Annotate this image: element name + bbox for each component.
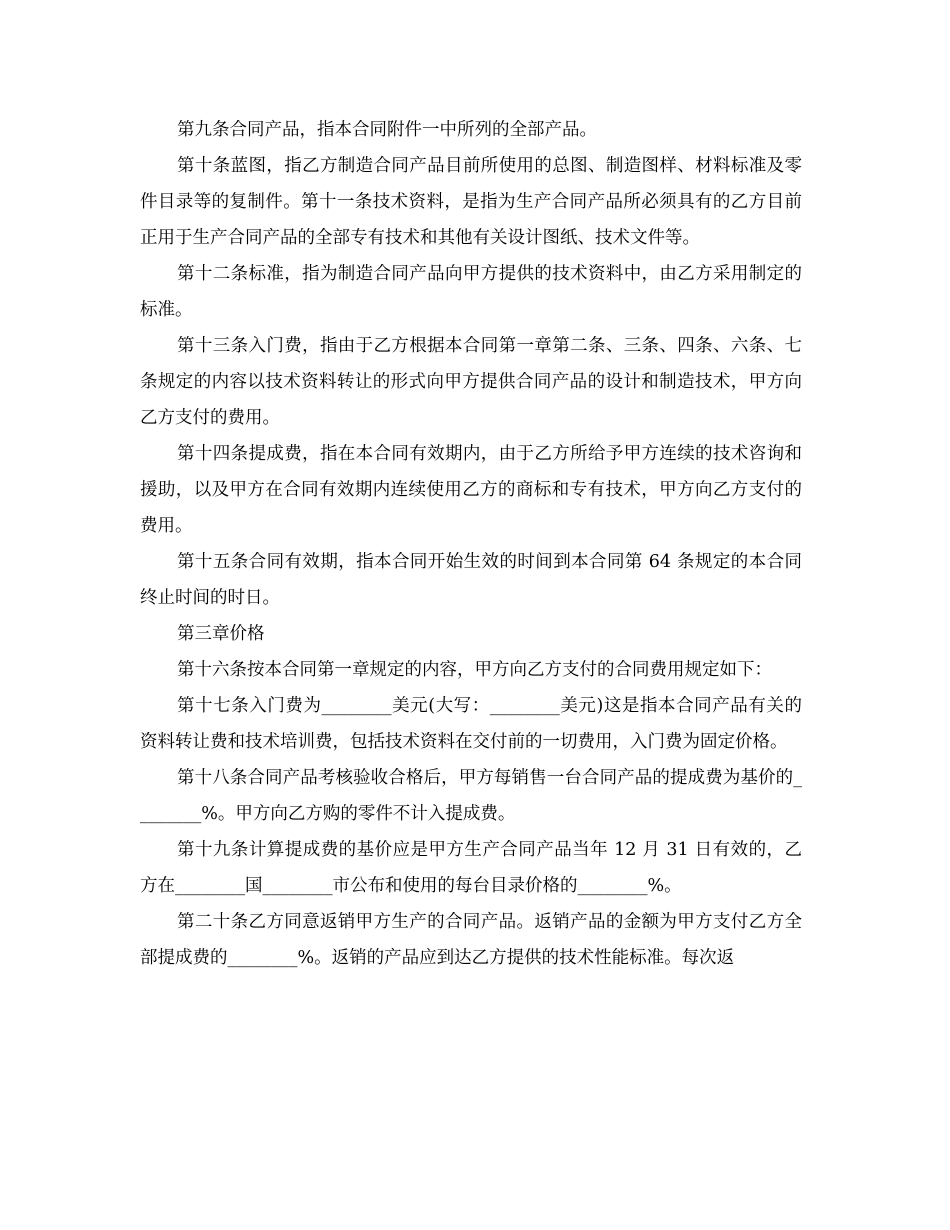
article-12: 第十二条标准，指为制造合同产品向甲方提供的技术资料中，由乙方采用制定的标准。 [140, 264, 802, 320]
article-15: 第十五条合同有效期，指本合同开始生效的时间到本合同第 64 条规定的本合同终止时间的时日。 [140, 552, 802, 608]
article-20: 第二十条乙方同意返销甲方生产的合同产品。返销产品的金额为甲方支付乙方全部提成费的________%。返销的产品应到达乙方提供的技术性能标准。每次返 [140, 912, 802, 968]
article-9: 第九条合同产品，指本合同附件一中所列的全部产品。 [177, 120, 597, 140]
document-body [140, 112, 802, 976]
article-16: 第十六条按本合同第一章规定的内容，甲方向乙方支付的合同费用规定如下： [177, 660, 772, 680]
article-10-11: 第十条蓝图，指乙方制造合同产品目前所使用的总图、制造图样、材料标准及零件目录等的复制件。第十一条技术资料，是指为生产合同产品所必须具有的乙方目前正用于生产合同产品的全部专有技术和其他有关设计图纸、技术文件等。 [140, 156, 802, 248]
article-13: 第十三条入门费，指由于乙方根据本合同第一章第二条、三条、四条、六条、七条规定的内容以技术资料转让的形式向甲方提供合同产品的设计和制造技术，甲方向乙方支付的费用。 [140, 336, 802, 428]
chapter-3-heading: 第三章价格 [177, 624, 265, 644]
article-18: 第十八条合同产品考核验收合格后，甲方每销售一台合同产品的提成费为基价的________%。甲方向乙方购的零件不计入提成费。 [140, 768, 802, 824]
article-17: 第十七条入门费为________美元(大写：________美元)这是指本合同产品有关的资料转让费和技术培训费，包括技术资料在交付前的一切费用，入门费为固定价格。 [140, 696, 802, 752]
article-19: 第十九条计算提成费的基价应是甲方生产合同产品当年 12 月 31 日有效的，乙方在________国________市公布和使用的每台目录价格的________%。 [140, 840, 802, 896]
article-14: 第十四条提成费，指在本合同有效期内，由于乙方所给予甲方连续的技术咨询和援助，以及甲方在合同有效期内连续使用乙方的商标和专有技术，甲方向乙方支付的费用。 [140, 444, 802, 536]
